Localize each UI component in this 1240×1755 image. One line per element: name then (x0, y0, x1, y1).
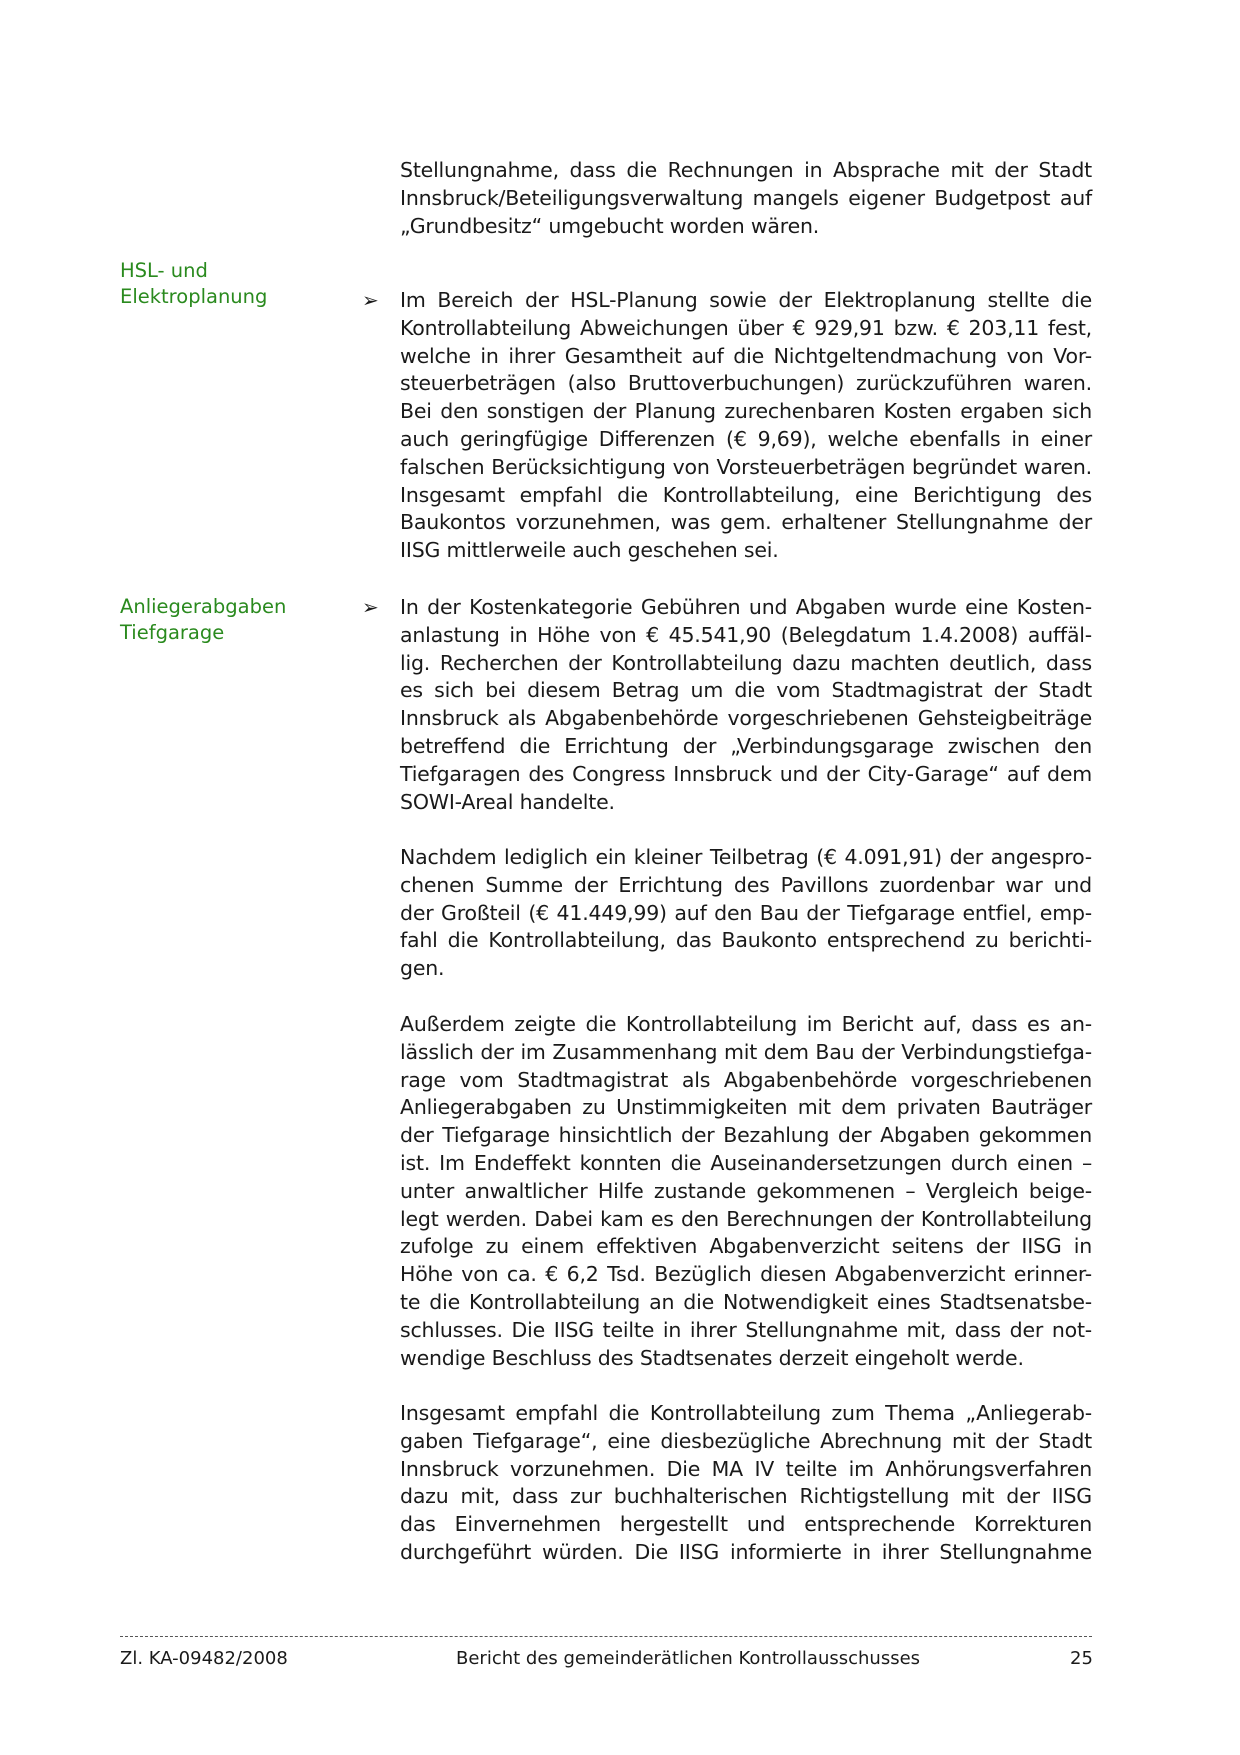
text-line: Innsbruck vorzunehmen. Die MA IV teilte im Anhörungsverfahren (400, 1456, 1092, 1481)
text-line: lässlich der im Zusammenhang mit dem Bau der Verbindungstiefga- (400, 1039, 1092, 1064)
margin-note-line: Elektroplanung (120, 285, 268, 308)
text-line: falschen Berücksichtigung von Vorsteuerbeträgen begründet waren. (400, 454, 1092, 479)
paragraph-continuation (400, 157, 1092, 240)
text-line: „Grundbesitz“ umgebucht worden wären. (400, 213, 820, 238)
text-line: welche in ihrer Gesamtheit auf die Nichtgeltendmachung von Vor- (400, 343, 1092, 368)
text-line: gen. (400, 956, 445, 981)
text-line: ist. Im Endeffekt konnten die Auseinandersetzungen durch einen – (400, 1150, 1092, 1175)
text-line: auch geringfügige Differenzen (€ 9,69), welche ebenfalls in einer (400, 426, 1092, 451)
text-line: Stellungnahme, dass die Rechnungen in Absprache mit der Stadt (400, 158, 1092, 182)
text-line: chenen Summe der Errichtung des Pavillons zuordenbar war und (400, 872, 1092, 897)
paragraph-anliegerabgaben (400, 1011, 1092, 1372)
text-line: te die Kontrollabteilung an die Notwendigkeit eines Stadtsenatsbe- (400, 1289, 1092, 1314)
text-line: lig. Recherchen der Kontrollabteilung dazu machten deutlich, dass (400, 650, 1092, 675)
text-line: rage vom Stadtmagistrat als Abgabenbehörde vorgeschriebenen (400, 1067, 1092, 1092)
text-line: In der Kostenkategorie Gebühren und Abgaben wurde eine Kosten- (400, 595, 1092, 619)
text-line: IISG mittlerweile auch geschehen sei. (400, 538, 779, 563)
text-line: es sich bei diesem Betrag um die vom Stadtmagistrat der Stadt (400, 678, 1092, 703)
text-line: betreffend die Errichtung der „Verbindungsgarage zwischen den (400, 733, 1092, 758)
text-line: Nachdem lediglich ein kleiner Teilbetrag (€ 4.091,91) der angespro- (400, 845, 1092, 869)
text-line: Innsbruck als Abgabenbehörde vorgeschriebenen Gehsteigbeiträge (400, 706, 1092, 731)
footer-reference: Zl. KA-09482/2008 (120, 1648, 288, 1669)
text-line: Außerdem zeigte die Kontrollabteilung im Bericht auf, dass es an- (400, 1012, 1092, 1036)
footer-title: Bericht des gemeinderätlichen Kontrollausschusses (456, 1648, 921, 1669)
paragraph-kostenkategorie (400, 594, 1092, 816)
text-line: Innsbruck/Beteiligungsverwaltung mangels eigener Budgetpost auf (400, 185, 1092, 210)
margin-note-line: Tiefgarage (120, 621, 225, 644)
margin-note-line: Anliegerabgaben (120, 595, 287, 618)
text-line: SOWI-Areal handelte. (400, 789, 615, 814)
text-line: anlastung in Höhe von € 45.541,90 (Belegdatum 1.4.2008) auffäl- (400, 622, 1092, 647)
text-line: Bei den sonstigen der Planung zurechenbaren Kosten ergaben sich (400, 399, 1092, 424)
text-line: Insgesamt empfahl die Kontrollabteilung, eine Berichtigung des (400, 482, 1092, 507)
text-line: Tiefgaragen des Congress Innsbruck und der City-Garage“ auf dem (400, 761, 1092, 786)
text-line: Insgesamt empfahl die Kontrollabteilung zum Thema „Anliegerab- (400, 1401, 1092, 1425)
text-line: zufolge zu einem effektiven Abgabenverzicht seitens der IISG in (400, 1234, 1092, 1259)
bullet-arrow-icon: ➢ (362, 595, 379, 619)
text-line: Kontrollabteilung Abweichungen über € 929,91 bzw. € 203,11 fest, (400, 315, 1092, 340)
paragraph-teilbetrag (400, 844, 1092, 983)
bullet-arrow-icon: ➢ (362, 288, 379, 312)
footer-divider (120, 1636, 1092, 1637)
text-line: Anliegerabgaben zu Unstimmigkeiten mit dem privaten Bauträger (400, 1095, 1092, 1120)
text-line: unter anwaltlicher Hilfe zustande gekommenen – Vergleich beige- (400, 1178, 1092, 1203)
margin-note-anliegerabgaben (120, 594, 350, 646)
text-line: schlusses. Die IISG teilte in ihrer Stellungnahme mit, dass der not- (400, 1317, 1092, 1342)
text-line: fahl die Kontrollabteilung, das Baukonto entsprechend zu berichti- (400, 928, 1092, 953)
paragraph-abrechnung (400, 1400, 1092, 1567)
text-line: das Einvernehmen hergestellt und entsprechende Korrekturen (400, 1512, 1092, 1537)
text-line: Höhe von ca. € 6,2 Tsd. Bezüglich diesen Abgabenverzicht erinner- (400, 1262, 1092, 1287)
paragraph-hsl-planung (400, 287, 1092, 565)
text-line: Im Bereich der HSL-Planung sowie der Elektroplanung stellte die (400, 288, 1092, 312)
text-line: Baukontos vorzunehmen, was gem. erhaltener Stellungnahme der (400, 510, 1092, 535)
text-line: legt werden. Dabei kam es den Berechnungen der Kontrollabteilung (400, 1206, 1092, 1231)
text-line: dazu mit, dass zur buchhalterischen Richtigstellung mit der IISG (400, 1484, 1092, 1509)
page-number: 25 (1070, 1648, 1093, 1669)
margin-note-line: HSL- und (120, 259, 208, 282)
text-line: wendige Beschluss des Stadtsenates derzeit eingeholt werde. (400, 1345, 1024, 1370)
text-line: steuerbeträgen (also Bruttoverbuchungen) zurückzuführen waren. (400, 371, 1092, 396)
text-line: der Großteil (€ 41.449,99) auf den Bau der Tiefgarage entfiel, emp- (400, 900, 1092, 925)
text-line: gaben Tiefgarage“, eine diesbezügliche Abrechnung mit der Stadt (400, 1428, 1092, 1453)
text-line: durchgeführt würden. Die IISG informierte in ihrer Stellungnahme (400, 1539, 1092, 1564)
margin-note-hsl (120, 258, 350, 310)
text-line: der Tiefgarage hinsichtlich der Bezahlung der Abgaben gekommen (400, 1123, 1092, 1148)
